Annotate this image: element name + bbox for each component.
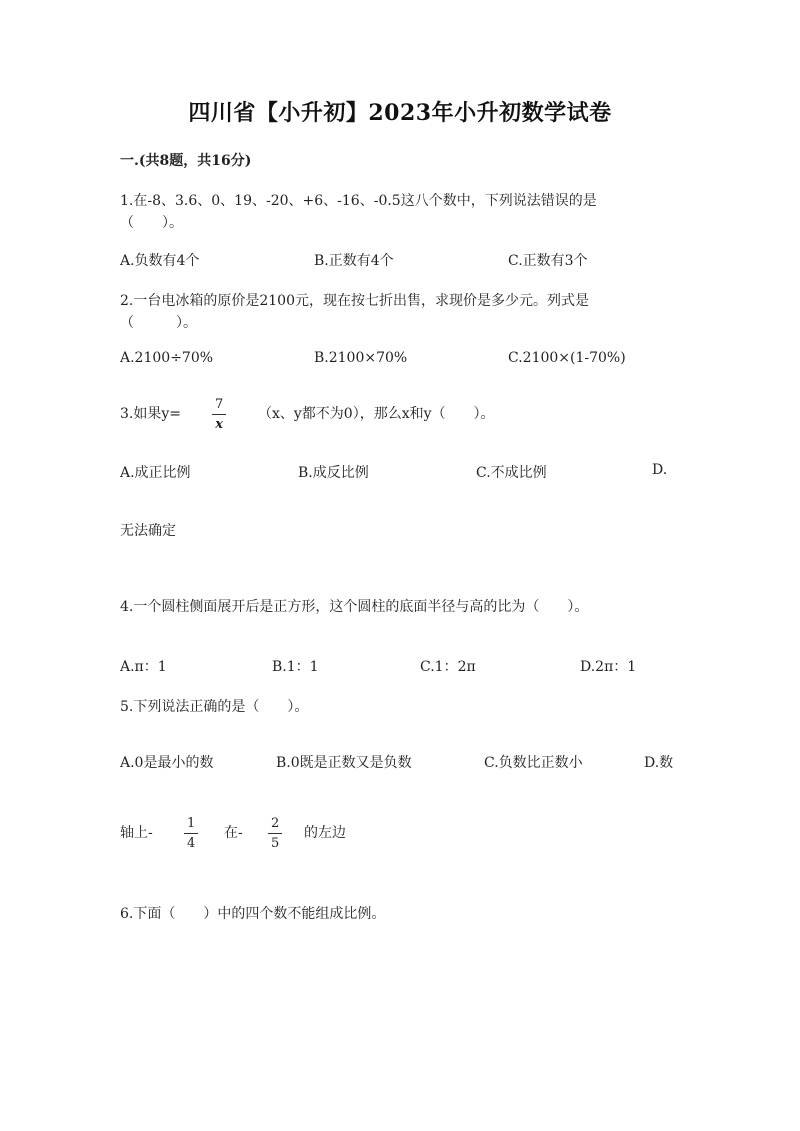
fraction-denominator: 4 <box>187 836 196 851</box>
question-1-option-a: A.负数有4个 <box>120 253 200 269</box>
question-5-fraction-one-quarter <box>184 817 198 850</box>
section-heading: 一.(共8题，共16分) <box>120 153 252 169</box>
question-3-fraction <box>212 398 226 431</box>
question-5-continued-middle: 在- <box>224 825 243 841</box>
question-6-text: 6.下面（ ）中的四个数不能组成比例。 <box>120 906 386 922</box>
question-1-text: 1.在-8、3.6、0、19、-20、+6、-16、-0.5这八个数中，下列说法错误的是 <box>120 193 597 209</box>
question-3-fraction-denominator: x <box>215 417 224 432</box>
question-5-option-d: D.数 <box>644 755 674 771</box>
question-3-fraction-numerator: 7 <box>215 397 224 412</box>
page-title: 四川省【小升初】2023年小升初数学试卷 <box>188 100 612 126</box>
question-5-option-b: B.0既是正数又是负数 <box>276 755 412 771</box>
fraction-numerator: 2 <box>271 816 280 831</box>
question-1-option-b: B.正数有4个 <box>314 253 394 269</box>
question-5-continued-prefix: 轴上- <box>120 825 153 841</box>
fraction-denominator: 5 <box>271 836 280 851</box>
question-5-option-a: A.0是最小的数 <box>120 755 214 771</box>
question-2-blank: （ ）。 <box>120 315 197 331</box>
question-5-option-c: C.负数比正数小 <box>484 755 583 771</box>
question-5-fraction-two-fifths <box>268 817 282 850</box>
question-2-option-c: C.2100×(1-70%) <box>508 350 626 366</box>
question-3-option-c: C.不成比例 <box>476 465 547 481</box>
question-3-option-a: A.成正比例 <box>120 465 191 481</box>
question-1-blank: （ ）。 <box>120 215 183 231</box>
question-2-option-b: B.2100×70% <box>314 350 408 366</box>
question-1-option-c: C.正数有3个 <box>508 253 588 269</box>
question-4-option-b: B.1：1 <box>272 659 319 675</box>
question-5-text: 5.下列说法正确的是（ ）。 <box>120 699 309 715</box>
question-2-option-a: A.2100÷70% <box>120 350 214 366</box>
question-3-suffix: （x、y都不为0），那么x和y（ ）。 <box>258 406 495 422</box>
question-5-continued-suffix: 的左边 <box>304 825 346 841</box>
question-4-text: 4.一个圆柱侧面展开后是正方形，这个圆柱的底面半径与高的比为（ ）。 <box>120 599 589 615</box>
question-3-prefix: 3.如果y= <box>120 406 181 422</box>
question-4-option-d: D.2π：1 <box>580 659 637 675</box>
question-4-option-c: C.1：2π <box>420 659 476 675</box>
question-3-option-d-continued: 无法确定 <box>120 523 176 539</box>
fraction-numerator: 1 <box>187 816 196 831</box>
question-3-option-b: B.成反比例 <box>298 465 369 481</box>
question-4-option-a: A.π：1 <box>120 659 167 675</box>
question-2-text: 2.一台电冰箱的原价是2100元，现在按七折出售，求现价是多少元。列式是 <box>120 293 589 309</box>
question-3-option-d: D. <box>652 462 668 478</box>
